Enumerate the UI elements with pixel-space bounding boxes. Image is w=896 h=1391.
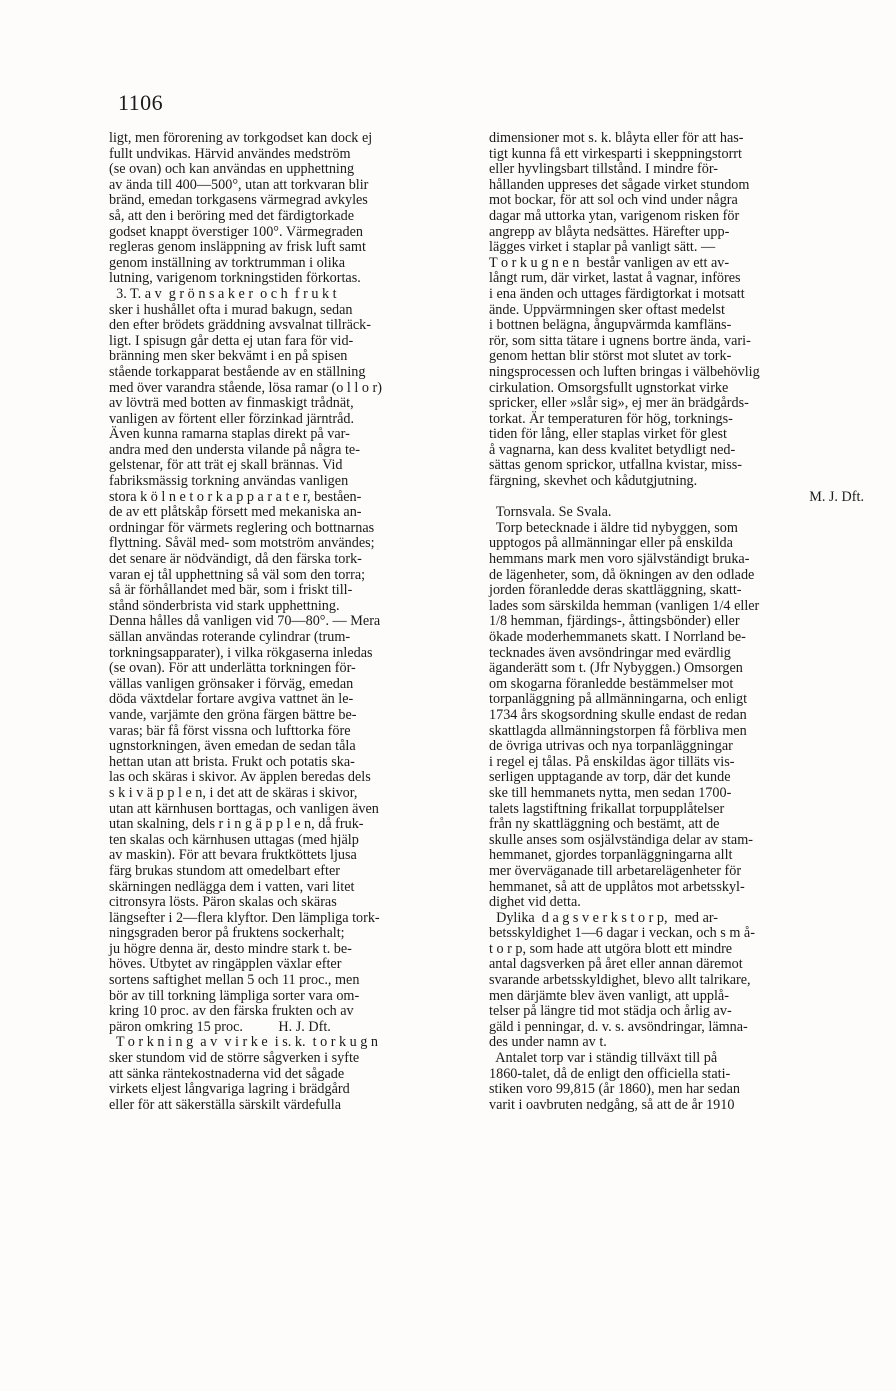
text-line: med över varandra stående, lösa ramar (o l l o r) bbox=[109, 379, 382, 396]
text-line: ningsgraden beror på fruktens sockerhalt; bbox=[109, 925, 345, 942]
text-line: dimensioner mot s. k. blåyta eller för att has- bbox=[489, 130, 744, 146]
text-line: betsskyldighet 1—6 dagar i veckan, och s m å- bbox=[489, 925, 755, 942]
text-line: så, att den i beröring med det färdigtorkade bbox=[109, 207, 355, 224]
text-line: 1734 års skogsordning skulle endast de redan bbox=[489, 706, 747, 723]
text-line: fullt undvikas. Härvid användes medström bbox=[109, 145, 351, 162]
page-number: 1106 bbox=[118, 90, 164, 115]
text-line: långt rum, där virket, lastat å vagnar, införes bbox=[489, 270, 741, 287]
text-line: ugnstorkningen, även emedan de sedan tåla bbox=[109, 738, 356, 755]
text-line: dighet vid detta. bbox=[489, 894, 581, 911]
text-line: telser på längre tid mot städja och årlig av- bbox=[489, 1003, 732, 1020]
text-line: så är förhållandet med bär, som i friskt till- bbox=[109, 582, 353, 599]
text-line: rör, som sitta tätare i ugnens bortre ända, vari- bbox=[489, 332, 751, 349]
text-line: stånd sönderbrista vid stark upphettning. bbox=[109, 597, 340, 614]
text-line: eller för att säkerställa särskilt värdefulla bbox=[109, 1096, 342, 1113]
text-line: hettan utan att brista. Frukt och potatis ska- bbox=[109, 753, 355, 770]
text-line: hemmanet, så att de upplåtos mot arbetsskyl- bbox=[489, 878, 745, 895]
text-line: varas; bär få först vissna och lufttorka före bbox=[109, 722, 351, 739]
text-line: varan ej tål upphettning så väl som den torra; bbox=[109, 566, 366, 583]
text-line: Denna hålles då vanligen vid 70—80°. — Mera bbox=[109, 613, 381, 630]
text-line: de lägenheter, som, då ökningen av den odlade bbox=[489, 566, 755, 583]
text-line: hemmans mark men voro självständigt bruka- bbox=[489, 551, 750, 568]
text-line: att sänka räntekostnaderna vid det sågade bbox=[109, 1065, 345, 1082]
text-line: färgning, skevhet och kådutgjutning. bbox=[489, 473, 698, 490]
text-line: stiken voro 99,815 (år 1860), men har sedan bbox=[489, 1081, 740, 1098]
text-line: ligt. I spisugn går detta ej utan fara för vid- bbox=[109, 332, 354, 349]
text-line: virkets eljest långvariga lagring i brädgård bbox=[109, 1081, 350, 1098]
text-line: T o r k n i n g a v v i r k e i s. k. t o r k u g n bbox=[109, 1034, 379, 1051]
text-line: lades som särskilda hemman (vanligen 1/4 eller bbox=[489, 597, 760, 614]
text-line: s k i v ä p p l e n, i det att de skäras i skivor, bbox=[109, 784, 358, 801]
text-line: sker stundom vid de större sågverken i syfte bbox=[109, 1050, 360, 1067]
text-line: jorden föranledde deras skattläggning, skatt- bbox=[489, 582, 742, 599]
text-line: ningsprocessen och luften bringas i välbehövlig bbox=[489, 363, 760, 380]
text-line: lägges virket i staplar på vanligt sätt. — bbox=[489, 239, 716, 256]
text-line: av maskin). För att bevara fruktköttets ljusa bbox=[109, 847, 357, 864]
text-line: dagar må uttorka ytan, varigenom risken för bbox=[489, 207, 740, 224]
text-line: T o r k u g n e n består vanligen av ett av- bbox=[489, 254, 730, 271]
text-line: vanligen av förtent eller förzinkad järntråd. bbox=[109, 410, 355, 427]
text-line: mer överväganade till arbetarelägenheter för bbox=[489, 862, 742, 879]
text-line: 1/8 hemman, fjärdings-, åttingsbönder) eller bbox=[489, 613, 740, 630]
text-line: i regel ej tålas. På enskildas ägor tilläts vis- bbox=[489, 753, 735, 770]
text-line: cirkulation. Omsorgsfullt ugnstorkat virke bbox=[489, 379, 729, 396]
text-line: ände. Uppvärmningen sker oftast medelst bbox=[489, 301, 725, 318]
text-line: mot bockar, för att sol och vind under några bbox=[489, 192, 738, 209]
text-line: 3. T. a v g r ö n s a k e r o c h f r u k t bbox=[109, 285, 337, 302]
text-line: fabriksmässig torkning användas vanligen bbox=[109, 473, 349, 490]
text-line: andra med den understa vilande på några te- bbox=[109, 441, 360, 458]
text-line: från ny skattläggning och bestämt, att de bbox=[489, 816, 720, 833]
text-line: Antalet torp var i ständig tillväxt till på bbox=[489, 1050, 718, 1067]
text-line: upptogos på allmänningar eller på enskilda bbox=[489, 535, 733, 552]
text-line: des under namn av t. bbox=[489, 1034, 607, 1051]
text-line: Även kunna ramarna staplas direkt på var- bbox=[109, 426, 350, 443]
text-line: vällas vanligen grönsaker i förväg, emedan bbox=[109, 675, 354, 692]
text-line: M. J. Dft. bbox=[809, 488, 864, 505]
right-column bbox=[489, 131, 864, 1113]
text-line: utan skalning, dels r i n g ä p p l e n, då fruk- bbox=[109, 816, 364, 833]
text-line: bör av till torkning lämpliga sorter vara om- bbox=[109, 987, 360, 1004]
text-line: färg brukas stundom att omedelbart efter bbox=[109, 862, 340, 879]
text-line: torkningsapparater), i vilka rökgaserna inledas bbox=[109, 644, 373, 661]
left-column bbox=[109, 131, 474, 1113]
text-line: svarande arbetsskyldighet, blevo allt talrikare, bbox=[489, 972, 751, 989]
text-line: ten skalas och kärnhusen uttagas (med hjälp bbox=[109, 831, 359, 848]
text-line: stående torkapparat bestående av en ställning bbox=[109, 363, 366, 380]
text-line: spricker, eller »slår sig», ej mer än brädgårds- bbox=[489, 395, 749, 412]
text-line: de av ett plåtskåp försett med mekaniska an- bbox=[109, 504, 362, 521]
text-line: Tornsvala. Se Svala. bbox=[489, 504, 612, 521]
text-line: varit i oavbruten nedgång, så att de år 1910 bbox=[489, 1096, 735, 1113]
text-line: skulle anses som osjälvständiga delar av stam- bbox=[489, 831, 753, 848]
text-line: hållanden uppreses det sågade virket stundom bbox=[489, 176, 750, 193]
text-line: las och skäras i skivor. Av äpplen beredas dels bbox=[109, 769, 371, 786]
text-line: genom inställning av torktrumman i olika bbox=[109, 254, 346, 271]
text-line: skattlagda allmänningstorpen få förbliva men bbox=[489, 722, 747, 739]
text-line: längsefter i 2—flera klyftor. Den lämpliga tork- bbox=[109, 909, 380, 926]
text-line: tecknades även avsöndringar med evärdlig bbox=[489, 644, 731, 661]
text-line: Torp betecknade i äldre tid nybyggen, som bbox=[489, 519, 738, 536]
text-line: tiden för lång, eller staplas virket för glest bbox=[489, 426, 727, 443]
text-line: stora k ö l n e t o r k a p p a r a t e r, beståen- bbox=[109, 488, 362, 505]
text-line: å vagnarna, kan dess kvalitet betydligt ned- bbox=[489, 441, 736, 458]
text-line: det senare är nödvändigt, då den färska tork- bbox=[109, 551, 362, 568]
text-line: godset knappt överstiger 100°. Värmegraden bbox=[109, 223, 364, 240]
text-line: citronsyra lösts. Päron skalas och skäras bbox=[109, 894, 337, 911]
text-line: om skogarna föranledde bestämmelser mot bbox=[489, 675, 734, 692]
text-line: (se ovan). För att underlätta torkningen för- bbox=[109, 660, 356, 677]
text-line: döda växtdelar fortare avgiva vattnet än le- bbox=[109, 691, 354, 708]
text-line: sällan användas roterande cylindrar (trum- bbox=[109, 629, 351, 645]
text-line: angrepp av blåyta nedsättes. Härefter upp- bbox=[489, 223, 730, 240]
text-line: i ena änden och uttages färdigtorkat i motsatt bbox=[489, 285, 745, 302]
text-line: av lövträ med botten av finmaskigt trådnät, bbox=[109, 395, 354, 412]
text-line: t o r p, som hade att utgöra blott ett mindre bbox=[489, 940, 733, 957]
text-line: Dylika d a g s v e r k s t o r p, med ar- bbox=[489, 909, 719, 926]
text-line: torpanläggning på allmänningarna, och enligt bbox=[489, 691, 748, 708]
text-line: ligt, men förorening av torkgodset kan dock ej bbox=[109, 130, 373, 146]
text-line: lutning, varigenom torkningstiden förkortas. bbox=[109, 270, 361, 287]
text-line: regleras genom insläppning av frisk luft samt bbox=[109, 239, 366, 256]
text-line: gäld i penningar, d. v. s. avsöndringar, lämna- bbox=[489, 1018, 748, 1035]
text-line: skärningen nedlägga dem i vatten, vari litet bbox=[109, 878, 355, 895]
text-line: höves. Utbytet av ringäpplen växlar efter bbox=[109, 956, 342, 973]
text-line: eller hyvlingsbart tillstånd. I mindre för- bbox=[489, 161, 719, 178]
text-line: ju högre denna är, desto mindre stark t. be- bbox=[109, 940, 352, 957]
text-line: utan att kärnhusen borttagas, och vanligen även bbox=[109, 800, 379, 817]
text-line: sortens saftighet mellan 5 och 11 proc., men bbox=[109, 972, 360, 989]
text-line: sker i hushållet ofta i murad bakugn, sedan bbox=[109, 301, 353, 318]
text-line: sättas genom sprickor, utfallna kvistar, miss- bbox=[489, 457, 743, 474]
text-line: flyttning. Såväl med- som motström användes; bbox=[109, 535, 375, 552]
text-line: (se ovan) och kan användas en upphettning bbox=[109, 161, 355, 178]
text-line: i bottnen belägna, ångupvärmda kamfläns- bbox=[489, 317, 732, 334]
text-line: gelstenar, för att trät ej skall brännas. Vid bbox=[109, 457, 343, 474]
text-line: bränd, emedan torkgasens värmegrad avkyles bbox=[109, 192, 368, 209]
text-line: de övriga utrivas och nya torpanläggningar bbox=[489, 738, 733, 755]
text-line: talets lagstiftning frikallat torpupplåtelser bbox=[489, 800, 725, 817]
text-line: bränning men sker bekvämt i en på spisen bbox=[109, 348, 348, 365]
text-line: vande, varjämte den gröna färgen bättre be- bbox=[109, 706, 357, 723]
text-line: ökade moderhemmanets skatt. I Norrland be- bbox=[489, 629, 746, 645]
text-line: antal dagsverken på året eller annan däremot bbox=[489, 956, 743, 973]
text-line: hemmanet, gjordes torpanläggningarna allt bbox=[489, 847, 733, 864]
text-line: genom hettan blir störst mot slutet av tork- bbox=[489, 348, 732, 365]
text-line: 1860-talet, då de enligt den officiella stati- bbox=[489, 1065, 731, 1082]
text-line: av ända till 400—500°, utan att torkvaran blir bbox=[109, 176, 369, 193]
text-line: ske till hemmanets nytta, men sedan 1700- bbox=[489, 784, 732, 801]
text-line: päron omkring 15 proc. H. J. Dft. bbox=[109, 1018, 331, 1035]
text-line: tigt kunna få ett virkesparti i skeppningstorrt bbox=[489, 145, 742, 162]
text-line: serligen upptagande av torp, där det kunde bbox=[489, 769, 731, 786]
text-line: äganderätt som t. (Jfr Nybyggen.) Omsorgen bbox=[489, 660, 743, 677]
text-line: den efter brödets gräddning avsvalnat tillräck- bbox=[109, 317, 371, 334]
text-line: torkat. Är temperaturen för hög, torknings- bbox=[489, 410, 733, 427]
text-line: ordningar för värmets reglering och bottnarnas bbox=[109, 519, 375, 536]
text-line: kring 10 proc. av den färska frukten och av bbox=[109, 1003, 354, 1020]
text-line: men därjämte blev även vanligt, att upplå- bbox=[489, 987, 729, 1004]
